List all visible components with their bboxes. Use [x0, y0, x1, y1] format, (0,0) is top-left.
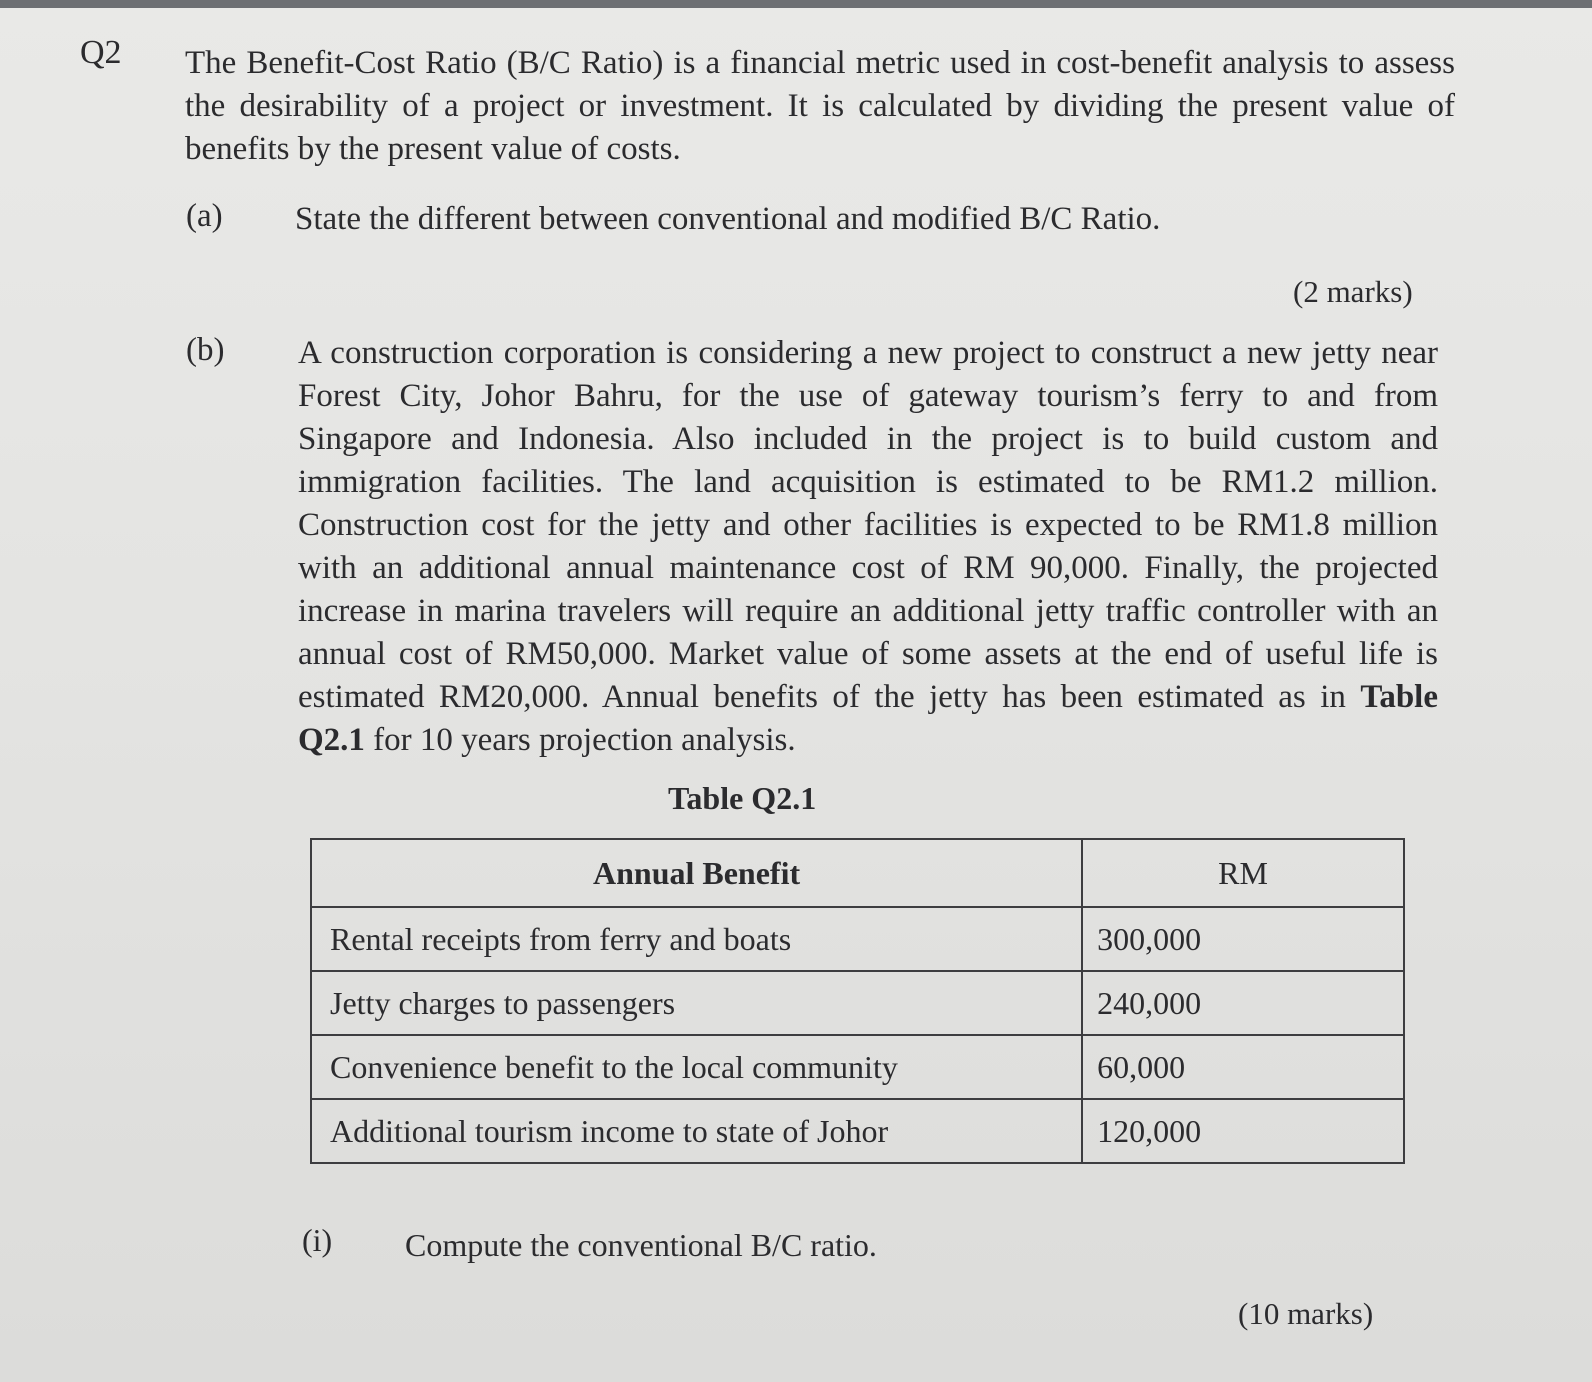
table-reference: Table Q2.1	[298, 679, 1438, 758]
table-row	[311, 1035, 1404, 1099]
table-header-row	[311, 839, 1404, 907]
page-top-edge	[0, 0, 1592, 8]
question-intro: The Benefit-Cost Ratio (B/C Ratio) is a financial metric used in cost-benefit analysis to assess the desirability of a project or investment. It is calculated by dividing the present value of benefits by the present value of costs.	[185, 45, 1455, 167]
part-a-text: State the different between conventional and modified B/C Ratio.	[295, 201, 1161, 237]
benefit-item: Jetty charges to passengers	[311, 971, 1082, 1035]
part-a-marks: (2 marks)	[1293, 274, 1413, 309]
part-b-text	[298, 332, 1438, 762]
part-b-i-text: Compute the conventional B/C ratio.	[405, 1227, 877, 1263]
header-rm: RM	[1082, 839, 1404, 907]
table-row	[311, 971, 1404, 1035]
benefit-value: 300,000	[1082, 907, 1404, 971]
part-b-text-before: A construction corporation is considering a new project to construct a new jetty near Forest City, Johor Bahru, for the use of gateway tourism’s ferry to and from Singapore and Indonesia. Also included in the project is to build custom and immigration facilities. The land acquisition is estimated to be RM1.2 million. Construction cost for the jetty and other facilities is expected to be RM1.8 million with an additional annual maintenance cost of RM 90,000. Finally, the projected increase in marina travelers will require an additional jetty traffic controller with an annual cost of RM50,000. Market value of some assets at the end of useful life is estimated RM20,000. Annual benefits of the jetty has been estimated as in	[298, 335, 1438, 715]
part-b-i-label: (i)	[302, 1222, 333, 1258]
part-b-text-after: for 10 years projection analysis.	[364, 722, 796, 758]
table-row	[311, 1099, 1404, 1163]
benefit-value: 120,000	[1082, 1099, 1404, 1163]
header-annual-benefit: Annual Benefit	[311, 839, 1082, 907]
part-a-label: (a)	[186, 198, 223, 234]
annual-benefit-table	[310, 838, 1405, 1164]
table-caption: Table Q2.1	[668, 780, 817, 816]
benefit-item: Additional tourism income to state of Johor	[311, 1099, 1082, 1163]
benefit-value: 60,000	[1082, 1035, 1404, 1099]
question-number: Q2	[80, 34, 122, 71]
benefit-item: Rental receipts from ferry and boats	[311, 907, 1082, 971]
table-row	[311, 907, 1404, 971]
benefit-value: 240,000	[1082, 971, 1404, 1035]
part-b-label: (b)	[186, 332, 225, 368]
benefit-item: Convenience benefit to the local community	[311, 1035, 1082, 1099]
part-b-i-marks: (10 marks)	[1238, 1296, 1374, 1331]
